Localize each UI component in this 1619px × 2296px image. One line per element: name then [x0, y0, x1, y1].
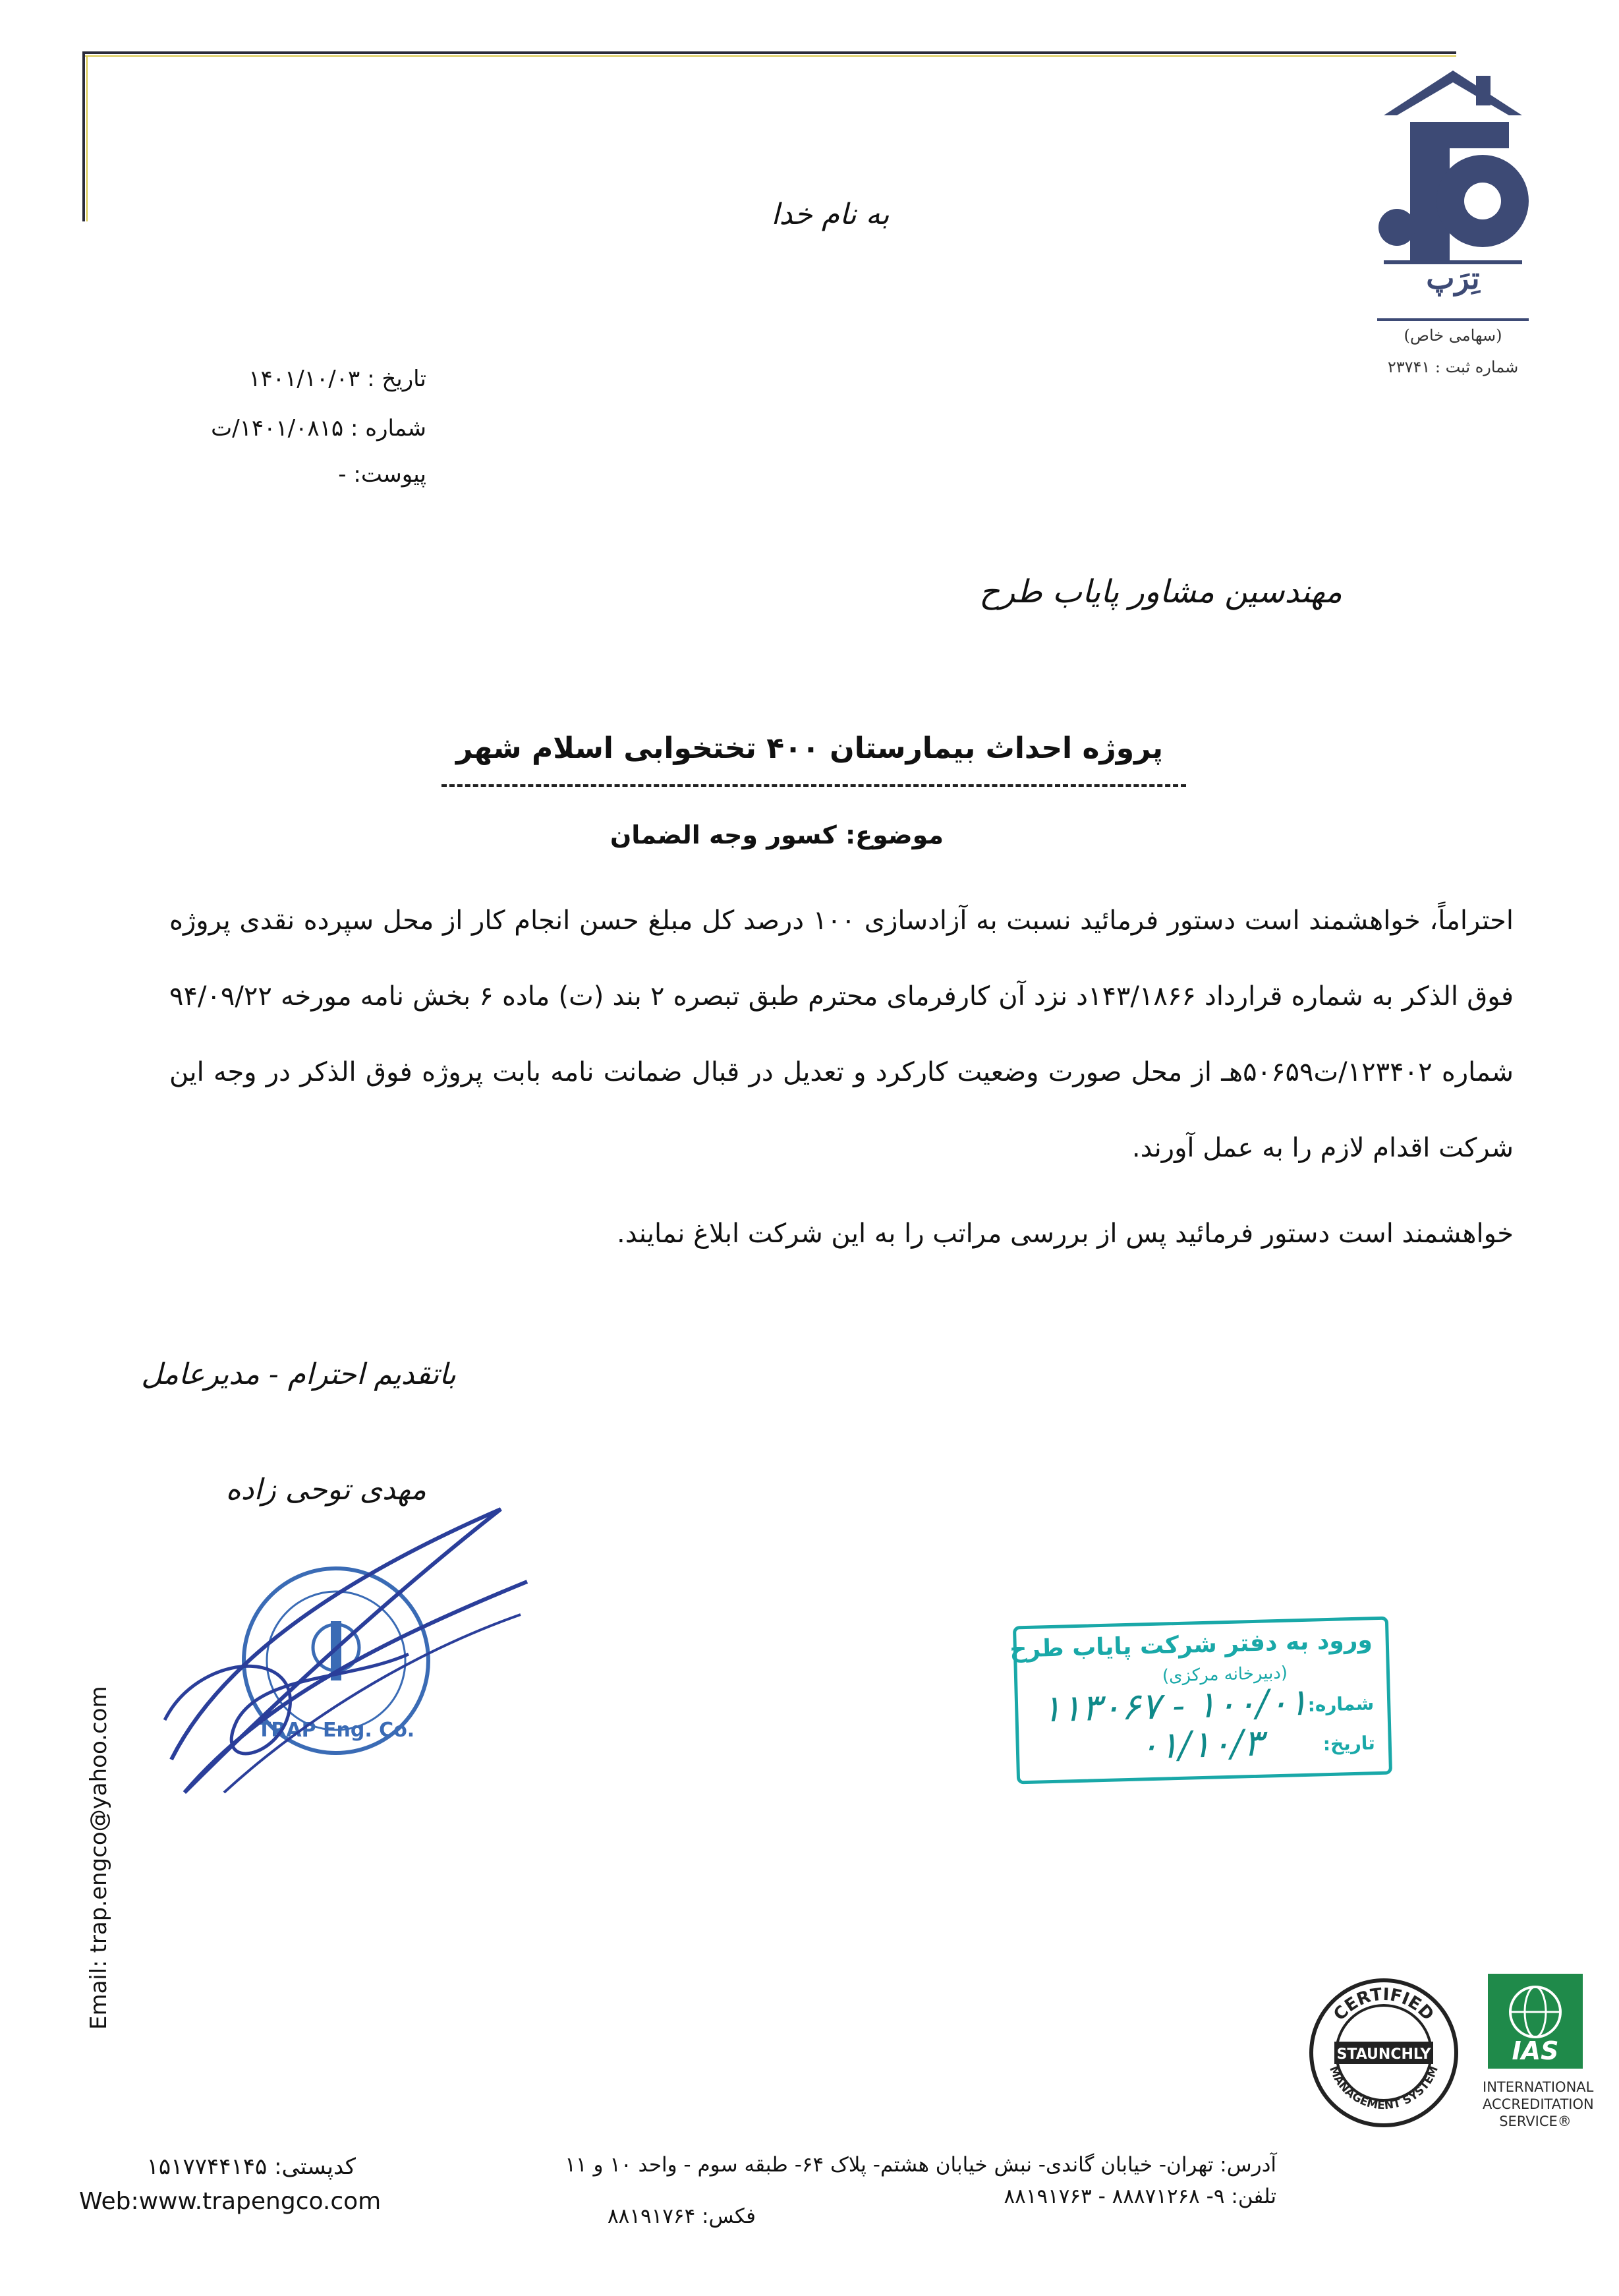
frame-left-line [82, 51, 85, 221]
stamp-subtitle: (دبیرخانه مرکزی) [1162, 1663, 1288, 1686]
title-separator [441, 784, 1186, 787]
signature-scribble-icon [132, 1483, 540, 1812]
certified-bottom-text: MANAGEMENT SYSTEM [1326, 2064, 1441, 2113]
address-line-1: آدرس: تهران- خیابان گاندی- نبش خیابان هشتم- پلاک ۶۴- طبقه سوم - واحد ۱۰ و ۱۱ [565, 2153, 1276, 2177]
bismillah-heading: به نام خدا [771, 198, 890, 231]
logo-subtitle: (سهامی خاص) [1404, 326, 1502, 345]
stamp-date-label: تاریخ: [1322, 1732, 1376, 1756]
phone-line: تلفن: ۹- ۸۸۸۷۱۲۶۸ - ۸۸۱۹۱۷۶۳ [1004, 2185, 1276, 2208]
signer-name: مهدی توحی زاده [225, 1473, 426, 1507]
certified-seal-icon [1308, 1977, 1460, 2129]
email-address[interactable]: Email: trap.engco@yahoo.com [86, 1686, 112, 2030]
project-title: پروژه احداث بیمارستان ۴۰۰ تختخوابی اسلام شهر [456, 732, 1163, 765]
closing-line: باتقدیم احترام - مدیرعامل [141, 1358, 456, 1391]
registration-number: شماره ثبت : ۲۳۷۴۱ [1387, 358, 1519, 376]
letter-number: شماره : ۱۴۰۱/۰۸۱۵/ت [211, 415, 426, 442]
ias-logo-block [1488, 1974, 1583, 2069]
globe-icon [1488, 1974, 1583, 2069]
logo-underline [1377, 318, 1529, 321]
house-logo-icon [1371, 63, 1535, 287]
certified-top-text: CERTIFIED [1330, 1984, 1438, 2025]
body-paragraph-1: احتراماً، خواهشمند است دستور فرمائید نسبت به آزادسازی ۱۰۰ درصد کل مبلغ حسن انجام کار از محل سپرده نقدی پروژه فوق الذکر به شماره قرارداد ۱۴۳/۱۸۶۶د نزد آن کارفرمای محترم طبق تبصره ۲ بند (ت) ماده ۶ بخش نامه مورخه ۹۴/۰۹/۲۲ شماره ۱۲۳۴۰۲/ت۵۰۶۵۹هـ از محل صورت وضعیت کارکرد و تعدیل در قبال ضمانت نامه بابت پروژه فوق الذکر در وجه این شرکت اقدام لازم را به عمل آورند. [169, 905, 1514, 1163]
stamp-number-value: ۱۰۰/۰۱ - ۱۱۳۰۶۷ [1041, 1680, 1309, 1731]
body-paragraph-2: خواهشمند است دستور فرمائید پس از بررسی مراتب را به این شرکت ابلاغ نمایند. [617, 1219, 1514, 1249]
received-stamp [1009, 1617, 1392, 1785]
fax-line: فکس: ۸۸۱۹۱۷۶۴ [608, 2204, 756, 2228]
postal-code: کدپستی: ۱۵۱۷۷۴۴۱۴۵ [146, 2154, 356, 2180]
ias-line-3: SERVICE® [1499, 2113, 1572, 2129]
certified-badge [1308, 1977, 1460, 2129]
stamp-date-value: ۰۱/۱۰/۳ [1138, 1721, 1264, 1768]
ias-logo [1483, 1974, 1594, 2145]
ias-logo-text: IAS [1512, 2036, 1559, 2065]
stamp-number-label: شماره: [1307, 1692, 1375, 1716]
stamp-title: ورود به دفتر شرکت پایاب طرح [1009, 1626, 1373, 1663]
frame-left-accent [86, 55, 88, 221]
seal-text: TRAP Eng. Co. [257, 1719, 415, 1742]
letter-attachment: پیوست: - [338, 461, 426, 488]
logo-name: تِرَپ [1426, 260, 1480, 296]
letter-subject: موضوع: کسور وجه الضمان [610, 820, 944, 849]
certified-center-text: STAUNCHLY [1336, 2046, 1431, 2063]
frame-top-accent [82, 55, 1456, 57]
recipient-name: مهندسین مشاور پایاب طرح [979, 573, 1342, 610]
ias-line-1: INTERNATIONAL [1483, 2079, 1594, 2095]
signature-area [132, 1483, 540, 1812]
ias-line-2: ACCREDITATION [1483, 2096, 1594, 2112]
company-logo [1371, 63, 1535, 392]
frame-top-line [82, 51, 1456, 54]
website-link[interactable]: Web:www.trapengco.com [79, 2188, 382, 2215]
letter-date: تاریخ : ۱۴۰۱/۱۰/۰۳ [248, 366, 426, 392]
